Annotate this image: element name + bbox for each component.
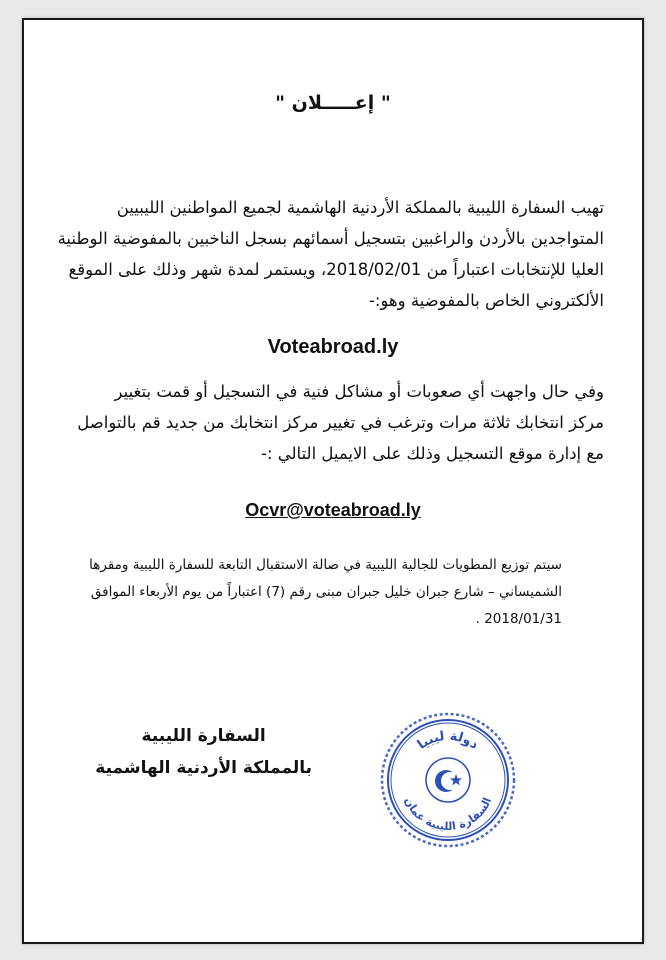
seal-top-text: دولة ليبيا <box>414 728 482 753</box>
embassy-seal-stamp <box>376 710 520 850</box>
paragraph-line: تهيب السفارة الليبية بالمملكة الأردنية الهاشمية لجميع المواطنين الليبيين <box>116 198 604 217</box>
paragraph-line: مع إدارة موقع التسجيل وذلك على الايميل التالي :- <box>261 444 604 463</box>
announcement-title: " إعـــــلان " <box>275 92 391 114</box>
signature-block <box>95 720 312 784</box>
paragraph-line: مركز انتخابك ثلاثة مرات وترغب في تغيير مركز انتخابك من جديد قم بالتواصل <box>77 413 604 432</box>
paragraph-line: العليا للإنتخابات اعتباراً من 2018/02/01، ويستمر لمدة شهر وذلك على الموقع <box>68 260 604 279</box>
registration-paragraph <box>57 192 604 316</box>
signature-line: بالمملكة الأردنية الهاشمية <box>95 758 312 778</box>
signature-line: السفارة الليبية <box>141 726 266 746</box>
support-paragraph <box>62 376 604 469</box>
paragraph-line: 2018/01/31 . <box>475 611 562 627</box>
announcement-page <box>22 18 644 944</box>
paragraph-line: وفي حال واجهت أي صعوبات أو مشاكل فنية في التسجيل أو قمت بتغيير <box>114 382 604 401</box>
svg-text:دولة ليبيا <box>415 729 482 753</box>
crescent-star-icon <box>435 770 462 792</box>
brochure-paragraph <box>62 552 562 633</box>
seal-bottom-text: السفارة الليبية عمان <box>401 795 495 834</box>
website-link[interactable]: Voteabroad.ly <box>267 336 399 358</box>
paragraph-line: سيتم توزيع المطويات للجالية الليبية في صالة الاستقبال التابعة للسفارة الليبية ومقرها <box>89 557 562 573</box>
paragraph-line: الألكتروني الخاص بالمفوضية وهو:- <box>368 291 604 310</box>
paragraph-line: المتواجدين بالأردن والراغبين بتسجيل أسمائهم بسجل الناخبين بالمفوضية الوطنية <box>57 229 604 248</box>
email-link[interactable]: Ocvr@voteabroad.ly <box>245 500 421 520</box>
paragraph-line: الشميساني – شارع جبران خليل جبران مبنى رقم (7) اعتباراً من يوم الأربعاء الموافق <box>90 584 562 600</box>
